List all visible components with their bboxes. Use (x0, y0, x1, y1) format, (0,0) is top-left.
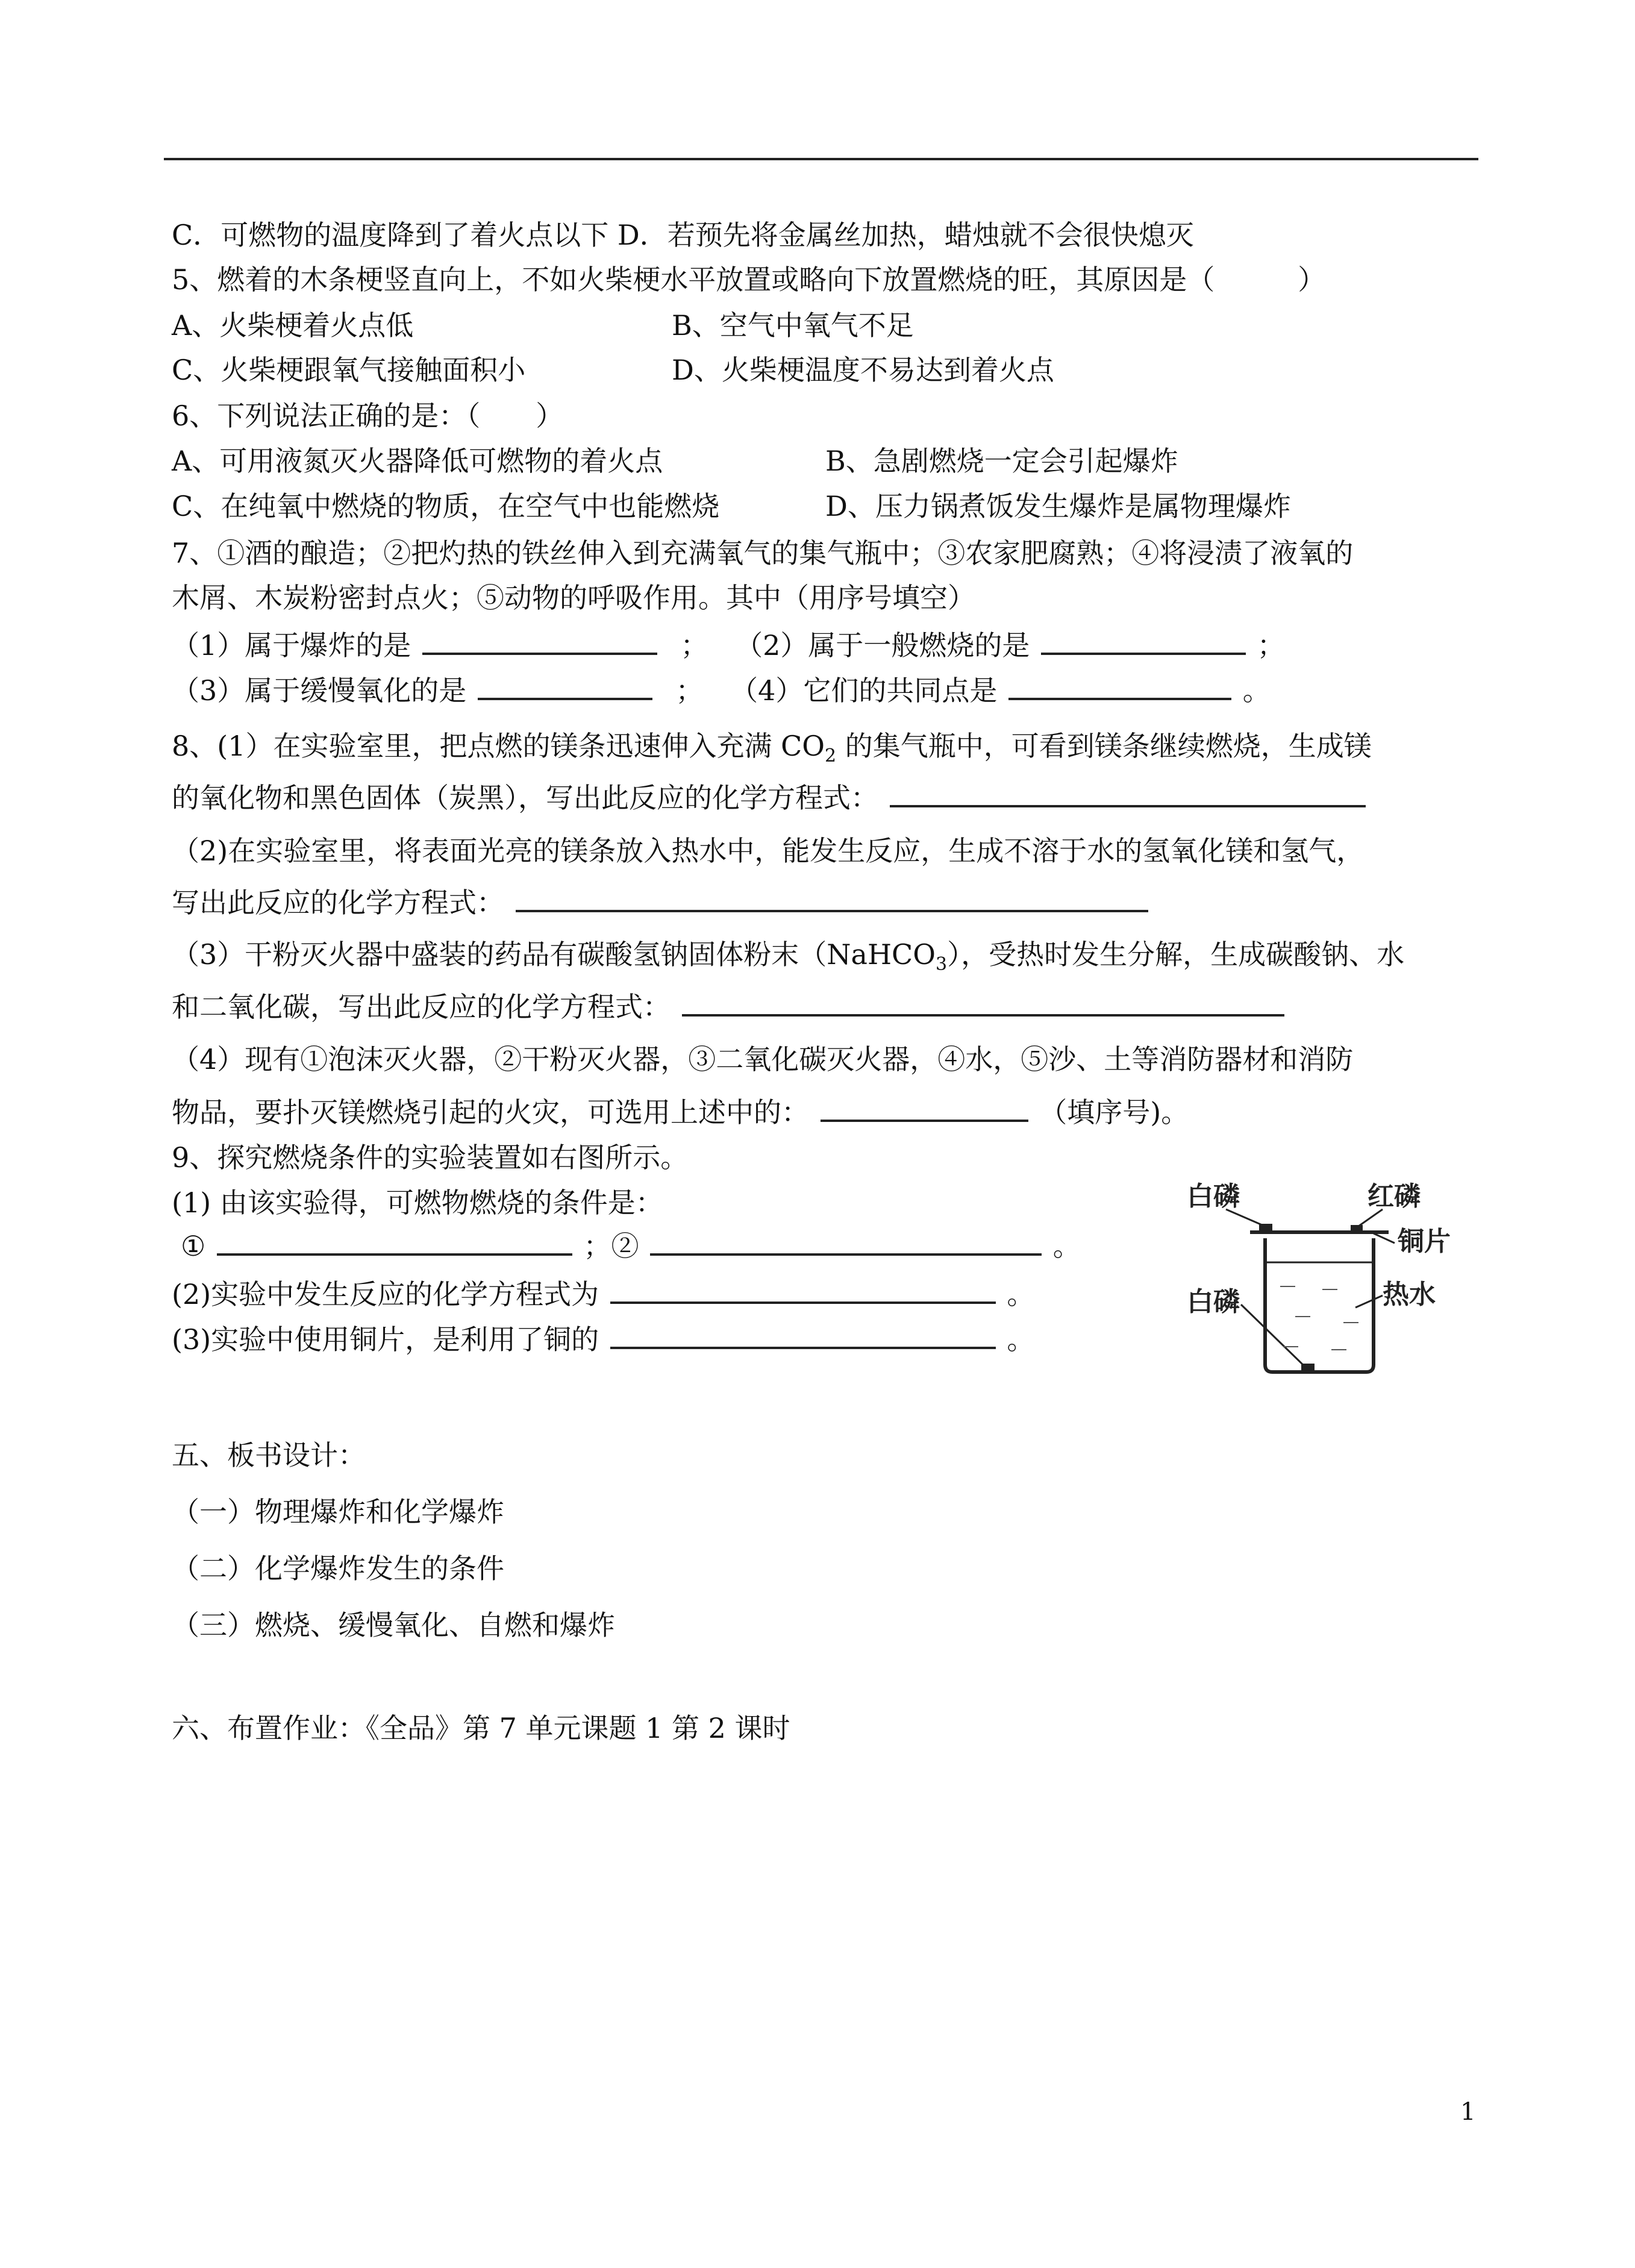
q9-part2 (172, 1277, 1034, 1311)
section5-item-3: （三）燃烧、缓慢氧化、自燃和爆炸 (172, 1609, 615, 1641)
q9-part3-blank[interactable] (610, 1323, 996, 1349)
label-copper-sheet: 铜片 (1398, 1226, 1451, 1257)
page-number: 1 (1460, 2098, 1476, 2126)
q7-period: 。 (1242, 674, 1271, 707)
q6-option-a: A、可用液氮灭火器降低可燃物的着火点 (172, 445, 663, 477)
q5-option-c: C、火柴梗跟氧气接触面积小 (172, 354, 526, 386)
leader-line (1226, 1209, 1262, 1225)
label-white-phosphorus-bottom: 白磷 (1187, 1286, 1240, 1317)
q4-options-cd: C．可燃物的温度降到了着火点以下 D．若预先将金属丝加热，蜡烛就不会很快熄灭 (172, 219, 1194, 251)
q5-option-a: A、火柴梗着火点低 (172, 309, 414, 342)
section6-title: 六、布置作业：《全品》第 7 单元课题 1 第 2 课时 (172, 1712, 790, 1744)
q7-line1: 7、①酒的酿造；②把灼热的铁丝伸入到充满氧气的集气瓶中；③农家肥腐熟；④将浸渍了液氧的 (172, 537, 1354, 569)
q9-part1: (1) 由该实验得，可燃物燃烧的条件是： (172, 1186, 663, 1219)
red-phosphorus-lump (1351, 1225, 1363, 1232)
q9-part2-blank[interactable] (610, 1277, 996, 1304)
q8-part2-answer-blank[interactable] (516, 886, 1148, 912)
submerged-white-phosphorus (1301, 1364, 1315, 1371)
q8-part3-text-b: ），受热时发生分解，生成碳酸钠、水 (947, 938, 1405, 971)
q8-part1-line1 (172, 729, 1372, 767)
section5-item-2: （二）化学爆炸发生的条件 (172, 1552, 504, 1585)
q8-part2-prompt: 写出此反应的化学方程式： (172, 886, 504, 919)
q9-cond1-label: ① (181, 1230, 206, 1262)
q8-part1-answer-blank[interactable] (890, 781, 1366, 807)
q7-semicolon: ； (1257, 629, 1285, 662)
leader-line (1355, 1295, 1383, 1308)
q7-row2 (172, 674, 1271, 707)
combustion-apparatus-figure (1175, 1172, 1476, 1377)
q7-part1-label: （1）属于爆炸的是 (172, 629, 411, 662)
q9-period: 。 (1007, 1323, 1035, 1356)
q9-part3-prompt: (3)实验中使用铜片，是利用了铜的 (172, 1323, 599, 1356)
q9-period: 。 (1052, 1230, 1081, 1262)
q8-part4-answer-blank[interactable] (821, 1095, 1028, 1122)
q7-part4-blank[interactable] (1008, 674, 1231, 700)
q7-line2: 木屑、木炭粉密封点火；⑤动物的呼吸作用。其中（用序号填空） (172, 581, 975, 614)
q7-row1 (172, 628, 1285, 662)
header-rule (164, 158, 1478, 160)
q7-part2-blank[interactable] (1041, 628, 1246, 655)
q6-option-c: C、在纯氧中燃烧的物质，在空气中也能燃烧 (172, 490, 720, 522)
q8-part1-text-b: 的集气瓶中，可看到镁条继续燃烧，生成镁 (836, 730, 1372, 762)
q9-cond2-blank[interactable] (650, 1229, 1042, 1256)
q8-part4-suffix: （填序号)。 (1039, 1096, 1189, 1129)
q9-period: 。 (1007, 1278, 1035, 1311)
nahco3-subscript: 3 (935, 954, 948, 976)
beaker (1265, 1238, 1374, 1372)
q9-part3 (172, 1323, 1034, 1356)
q8-part1-prompt: 的氧化物和黑色固体（炭黑），写出此反应的化学方程式： (172, 782, 878, 814)
leader-line (1374, 1233, 1395, 1243)
section5-title: 五、板书设计： (172, 1439, 366, 1471)
leader-line (1241, 1305, 1304, 1366)
water-dashes (1280, 1286, 1358, 1350)
q8-part3-answer-blank[interactable] (682, 990, 1284, 1017)
q8-part1-text-a: 8、(1）在实验室里，把点燃的镁条迅速伸入充满 CO (172, 730, 825, 762)
label-white-phosphorus-top: 白磷 (1187, 1181, 1240, 1212)
q9-part2-prompt: (2)实验中发生反应的化学方程式为 (172, 1278, 599, 1311)
q8-part4-prompt: 物品，要扑灭镁燃烧引起的火灾，可选用上述中的： (172, 1096, 809, 1129)
q6-stem: 6、下列说法正确的是：（ ） (172, 399, 564, 432)
q8-part4-line2 (172, 1095, 1189, 1129)
q5-stem: 5、燃着的木条梗竖直向上，不如火柴梗水平放置或略向下放置燃烧的旺，其原因是（ ） (172, 263, 1326, 296)
q9-cond2-label: ；② (583, 1230, 639, 1262)
q5-option-b: B、空气中氧气不足 (672, 309, 914, 342)
q7-part1-blank[interactable] (422, 628, 657, 655)
q8-part3-line2 (172, 990, 1287, 1024)
label-hot-water: 热水 (1383, 1279, 1436, 1310)
q8-part3-line1 (172, 938, 1405, 976)
q7-semicolon: ； (680, 629, 708, 662)
q9-stem: 9、探究燃烧条件的实验装置如右图所示。 (172, 1141, 689, 1174)
q8-part1-line2 (172, 781, 1368, 815)
q7-part2-label: （2）属于一般燃烧的是 (735, 629, 1030, 662)
label-red-phosphorus: 红磷 (1368, 1181, 1421, 1212)
q8-part3-text-a: （3）干粉灭火器中盛装的药品有碳酸氢钠固体粉末（NaHCO (172, 938, 936, 971)
q9-conditions (181, 1229, 1081, 1263)
q7-part4-label: （4）它们的共同点是 (730, 674, 998, 707)
q7-semicolon: ； (675, 674, 704, 707)
q9-cond1-blank[interactable] (217, 1229, 572, 1256)
q6-option-b: B、急剧燃烧一定会引起爆炸 (825, 445, 1178, 477)
section5-item-1: （一）物理爆炸和化学爆炸 (172, 1496, 504, 1528)
q7-part3-blank[interactable] (478, 674, 652, 700)
q8-part2-line1: （2)在实验室里，将表面光亮的镁条放入热水中，能发生反应，生成不溶于水的氢氧化镁和氢气， (172, 835, 1365, 867)
q6-option-d: D、压力锅煮饭发生爆炸是属物理爆炸 (825, 490, 1291, 522)
q8-part3-prompt: 和二氧化碳，写出此反应的化学方程式： (172, 991, 671, 1023)
q8-part2-line2 (172, 886, 1151, 919)
leader-line (1358, 1209, 1383, 1226)
q8-part4-line1: （4）现有①泡沫灭火器，②干粉灭火器，③二氧化碳灭火器，④水，⑤沙、土等消防器材和消防 (172, 1043, 1354, 1076)
co2-subscript: 2 (825, 745, 837, 767)
q5-option-d: D、火柴梗温度不易达到着火点 (672, 354, 1054, 386)
q7-part3-label: （3）属于缓慢氧化的是 (172, 674, 467, 707)
